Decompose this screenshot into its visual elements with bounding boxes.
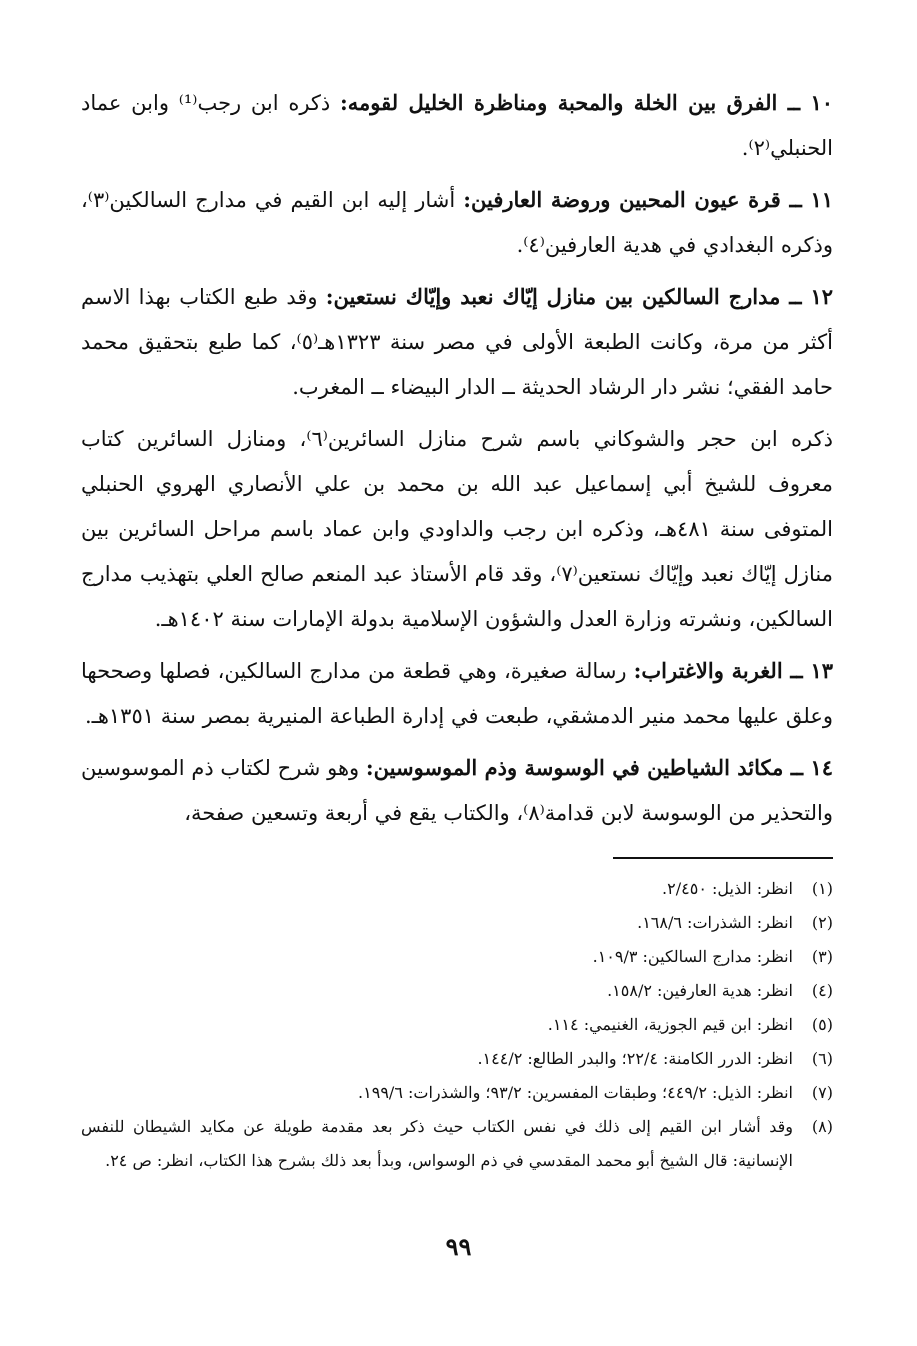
footnote-text: انظر: الشذرات: ١٦٨/٦. xyxy=(637,913,793,932)
footnote-number: (٨) xyxy=(811,1117,833,1136)
paragraph-heading: ١٢ ــ مدارج السالكين بين منازل إيّاك نعبد وإيّاك نستعين: xyxy=(325,284,834,309)
footnote-number: (١) xyxy=(811,879,833,898)
footnote-text: انظر: هدية العارفين: ١٥٨/٢. xyxy=(607,981,793,1000)
paragraph-item-12 xyxy=(81,274,833,410)
footnote-number: (٤) xyxy=(811,981,833,1000)
footnote-3 xyxy=(81,940,833,974)
footnote-number: (٦) xyxy=(811,1049,833,1068)
footnote-8 xyxy=(81,1110,833,1178)
footnote-number: (٣) xyxy=(811,947,833,966)
page-number: ٩٩ xyxy=(445,1232,472,1261)
footnote-text: انظر: الذيل: ٢/٤٥٠. xyxy=(662,879,793,898)
paragraph-heading: ١٤ ــ مكائد الشياطين في الوسوسة وذم الموسوسين: xyxy=(365,755,833,780)
footnote-number: (٧) xyxy=(811,1083,833,1102)
paragraph-item-14 xyxy=(81,745,833,836)
footnote-4 xyxy=(81,974,833,1008)
paragraph-body: وهو شرح لكتاب ذم الموسوسين والتحذير من الوسوسة لابن قدامة⁽٨⁾، والكتاب يقع في أربعة وتسعين صفحة، xyxy=(81,756,833,825)
paragraph-item-12-continued xyxy=(81,416,833,642)
paragraph-body: ذكره ابن حجر والشوكاني باسم شرح منازل السائرين⁽٦⁾، ومنازل السائرين كتاب معروف للشيخ أبي إسماعيل عبد الله بن محمد بن علي الأنصاري الهروي الحنبلي المتوفى سنة ٤٨١هـ، وذكره ابن رجب والداودي وابن عماد باسم مراحل السائرين بين منازل إيّاك نعبد وإيّاك نستعين⁽٧⁾، وقد قام الأستاذ عبد المنعم صالح العلي بتهذيب مدارج السالكين، ونشرته وزارة العدل والشؤون الإسلامية بدولة الإمارات سنة ١٤٠٢هـ. xyxy=(81,427,833,631)
paragraph-item-13 xyxy=(81,648,833,739)
footnote-text: انظر: مدارج السالكين: ١٠٩/٣. xyxy=(592,947,793,966)
footnote-1 xyxy=(81,872,833,906)
main-text xyxy=(81,80,833,842)
paragraph-body: أشار إليه ابن القيم في مدارج السالكين⁽٣⁾، وذكره البغدادي في هدية العارفين⁽٤⁾. xyxy=(81,188,833,257)
paragraph-body: رسالة صغيرة، وهي قطعة من مدارج السالكين، فصلها وصححها وعلق عليها محمد منير الدمشقي، طبعت في إدارة الطباعة المنيرية بمصر سنة ١٣٥١هـ. xyxy=(81,659,833,728)
footnote-number: (٢) xyxy=(811,913,833,932)
footnote-number: (٥) xyxy=(811,1015,833,1034)
paragraph-heading: ١١ ــ قرة عيون المحبين وروضة العارفين: xyxy=(463,187,833,212)
footnote-text: انظر: ابن قيم الجوزية، الغنيمي: ١١٤. xyxy=(547,1015,793,1034)
paragraph-item-11 xyxy=(81,177,833,268)
paragraph-heading: ١٠ ــ الفرق بين الخلة والمحبة ومناظرة الخليل لقومه: xyxy=(340,90,834,115)
footnote-text: انظر: الدرر الكامنة: ٢٢/٤؛ والبدر الطالع: ١٤٤/٢. xyxy=(477,1049,793,1068)
paragraph-item-10 xyxy=(81,80,833,171)
paragraph-body: وقد طبع الكتاب بهذا الاسم أكثر من مرة، وكانت الطبعة الأولى في مصر سنة ١٣٢٣هـ⁽٥⁾، كما طبع بتحقيق محمد حامد الفقي؛ نشر دار الرشاد الحديثة ــ الدار البيضاء ــ المغرب. xyxy=(81,285,833,399)
footnote-separator xyxy=(613,857,833,859)
paragraph-heading: ١٣ ــ الغربة والاغتراب: xyxy=(633,658,833,683)
footnote-5 xyxy=(81,1008,833,1042)
footnotes xyxy=(81,872,833,1178)
footnote-text: انظر: الذيل: ٤٤٩/٢؛ وطبقات المفسرين: ٩٣/٢؛ والشذرات: ١٩٩/٦. xyxy=(358,1083,793,1102)
footnote-6 xyxy=(81,1042,833,1076)
footnote-2 xyxy=(81,906,833,940)
paragraph-body: ذكره ابن رجب⁽¹⁾ وابن عماد الحنبلي⁽٢⁾. xyxy=(81,91,833,160)
footnote-7 xyxy=(81,1076,833,1110)
footnote-text: وقد أشار ابن القيم إلى ذلك في نفس الكتاب حيث ذكر بعد مقدمة طويلة عن مكايد الشيطان للنفس الإنسانية: قال الشيخ أبو محمد المقدسي في ذم الوسواس، وبدأ بعد ذلك بشرح هذا الكتاب، انظر: ص ٢٤. xyxy=(81,1117,793,1170)
